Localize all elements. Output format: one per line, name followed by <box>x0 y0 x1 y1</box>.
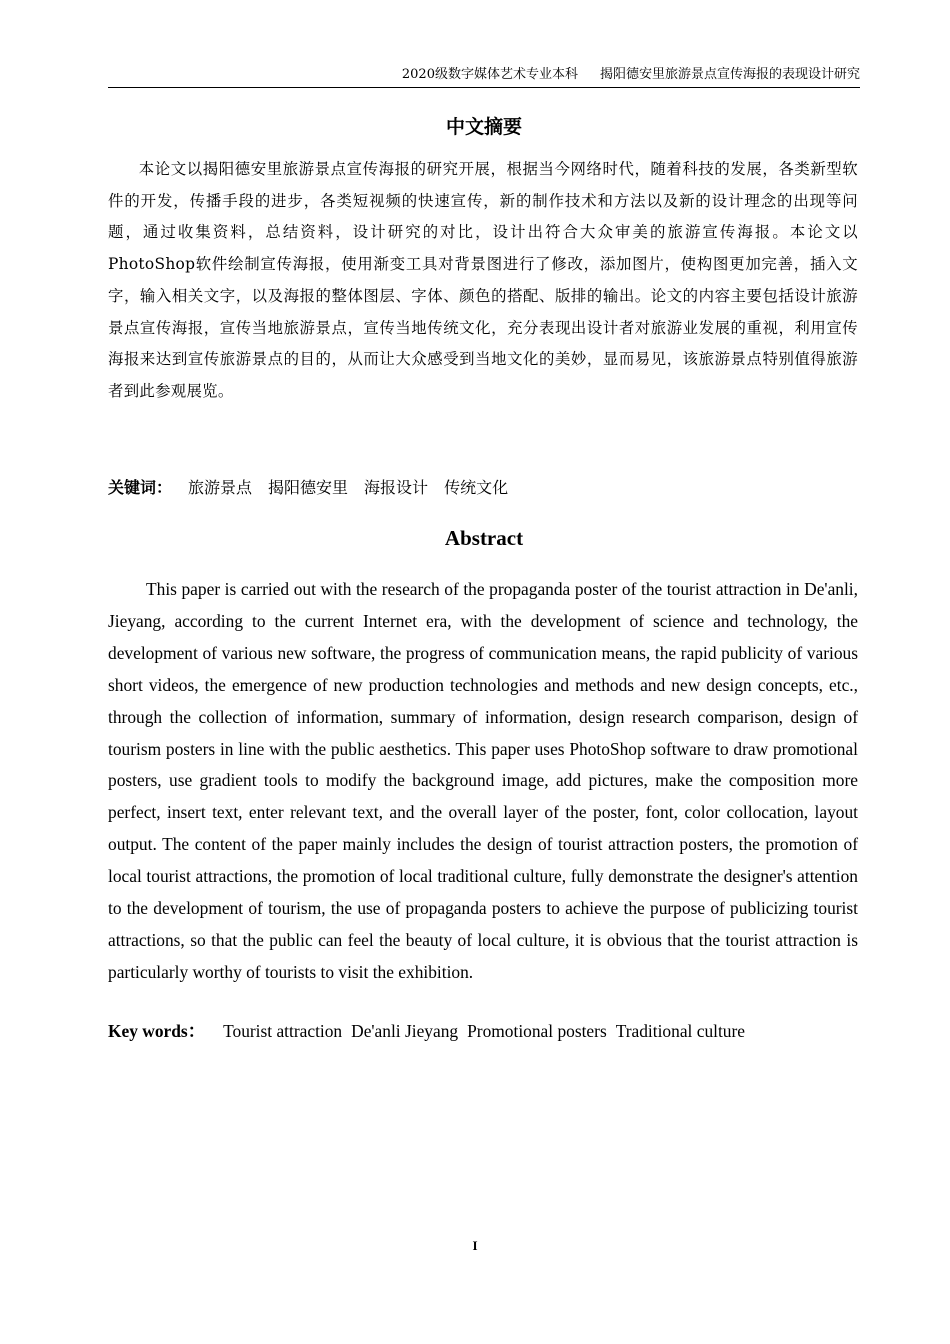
chinese-keyword: 海报设计 <box>364 478 429 497</box>
chinese-keywords-label: 关键词： <box>108 478 173 497</box>
header-program: 2020级数字媒体艺术专业本科 <box>401 67 578 82</box>
chinese-keywords <box>108 474 860 502</box>
english-abstract-title: Abstract <box>444 526 524 550</box>
english-keyword: Tourist attraction <box>223 1021 343 1041</box>
english-keyword: Promotional posters <box>467 1021 607 1041</box>
header-rule <box>108 87 860 88</box>
chinese-abstract-body: 本论文以揭阳德安里旅游景点宣传海报的研究开展，根据当今网络时代，随着科技的发展，各类新型软件的开发，传播手段的进步，各类短视频的快速宣传，新的制作技术和方法以及新的设计理念的出现等问题，通过收集资料，总结资料，设计研究的对比，设计出符合大众审美的旅游宣传海报。本论文以PhotoShop软件绘制宣传海报，使用渐变工具对背景图进行了修改，添加图片，使构图更加完善，插入文字，输入相关文字，以及海报的整体图层、字体、颜色的搭配、版排的输出。论文的内容主要包括设计旅游景点宣传海报，宣传当地旅游景点，宣传当地传统文化，充分表现出设计者对旅游业发展的重视，利用宣传海报来达到宣传旅游景点的目的，从而让大众感受到当地文化的美妙，显而易见，该旅游景点特别值得旅游者到此参观展览。 <box>108 160 858 400</box>
chinese-keyword: 揭阳德安里 <box>268 478 349 497</box>
page-number: I <box>472 1238 478 1253</box>
english-abstract-body: This paper is carried out with the research of the propaganda poster of the tourist attraction in De'anli, Jieyang, according to the current Internet era, with the development of science and technology, the development of various new software, the progress of communication means, the rapid publicity of various short videos, the emergence of new production technologies and methods and new design concepts, etc., through the collection of information, summary of information, design research comparison, design of tourism posters in line with the public aesthetics. This paper uses PhotoShop software to draw promotional posters, use gradient tools to modify the background image, add pictures, make the composition more perfect, insert text, enter relevant text, and the overall layer of the poster, font, color collocation, layout output. The content of the paper mainly includes the design of tourist attraction posters, the promotion of local tourist attractions, the promotion of local traditional culture, fully demonstrate the designer's attention to the development of tourism, the use of propaganda posters to achieve the purpose of publicizing tourist attractions, so that the public can feel the beauty of local culture, it is obvious that the tourist attraction is particularly worthy of tourists to visit the exhibition. <box>108 579 858 982</box>
chinese-abstract-title: 中文摘要 <box>445 116 522 138</box>
running-header <box>108 66 860 84</box>
chinese-keyword: 旅游景点 <box>188 478 253 497</box>
english-keywords-label: Key words： <box>108 1021 206 1041</box>
chinese-keyword: 传统文化 <box>444 478 509 497</box>
english-keyword: Traditional culture <box>615 1021 746 1041</box>
english-keyword: De'anli Jieyang <box>351 1021 459 1041</box>
english-keywords <box>108 1018 890 1044</box>
header-thesis-title: 揭阳德安里旅游景点宣传海报的表现设计研究 <box>599 67 860 82</box>
